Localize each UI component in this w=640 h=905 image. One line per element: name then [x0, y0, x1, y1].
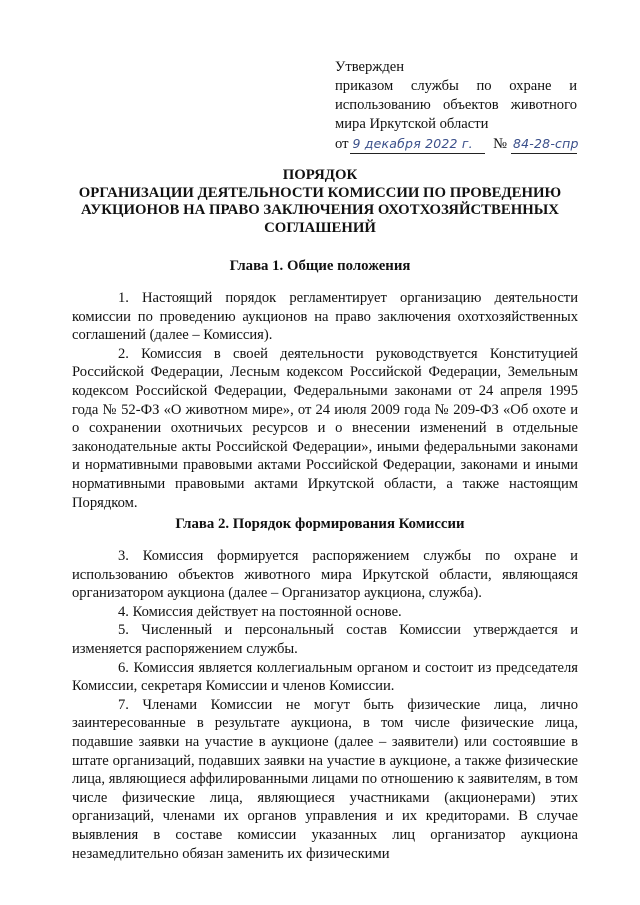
from-label: от — [335, 136, 349, 152]
title-line-2: ОРГАНИЗАЦИИ ДЕЯТЕЛЬНОСТИ КОМИССИИ ПО ПРОВЕДЕНИЮ — [78, 184, 562, 201]
handwritten-number: 84-28-спр — [511, 134, 577, 154]
chapter-2-heading: Глава 2. Порядок формирования Комиссии — [175, 516, 465, 532]
paragraph-1: 1. Настоящий порядок регламентирует организацию деятельности комиссии по проведению аукционов на право заключения охотхозяйственных соглашений (далее – Комиссия). — [72, 290, 578, 344]
document-title — [60, 167, 580, 237]
approval-line-2: приказом службы по охране и — [335, 78, 577, 94]
approval-stamp-block — [335, 58, 577, 154]
approval-line-4: мира Иркутской области — [335, 116, 489, 132]
title-line-3: АУКЦИОНОВ НА ПРАВО ЗАКЛЮЧЕНИЯ ОХОТХОЗЯЙСТВЕННЫХ — [81, 202, 559, 218]
handwritten-date: 9 декабря 2022 г. — [350, 134, 485, 154]
paragraph-3: 3. Комиссия формируется распоряжением службы по охране и использованию объектов животного мира Иркутской области, являющаяся организатором аукциона (далее – Организатор аукциона, служба). — [72, 548, 578, 602]
approval-line-3: использованию объектов животного — [335, 97, 577, 113]
title-line-4: СОГЛАШЕНИЙ — [264, 219, 376, 236]
paragraph-6: 6. Комиссия является коллегиальным органом и состоит из председателя Комиссии, секретаря Комиссии и членов Комиссии. — [72, 659, 578, 695]
paragraph-2: 2. Комиссия в своей деятельности руководствуется Конституцией Российской Федерации, Лесным кодексом Российской Федерации, Земельным кодексом Российской Федерации, Федеральными законами от 24 апреля 1995 года № 52-ФЗ «О животном мире», от 24 июля 2009 года № 209-ФЗ «Об охоте и о сохранении охотничьих ресурсов и о внесении изменений в отдельные законодательные акты Российской Федерации», иными федеральными законами и нормативными правовыми актами Российской Федерации, законами и иными нормативными правовыми актами Иркутской области, а также настоящим Порядком. — [72, 345, 578, 511]
title-line-1: ПОРЯДОК — [282, 167, 358, 183]
number-label: № — [493, 136, 507, 152]
paragraph-7: 7. Членами Комиссии не могут быть физические лица, лично заинтересованные в результате аукциона, в том числе физические лица, подавшие заявки на участие в аукционе (далее – заявители) или состоявшие в штате организаций, подавших заявки на участие в аукционе, а также физические лица, являющиеся аффилированными лицами по отношению к заявителям, в том числе физические лица, являющиеся участниками (акционерами) этих организаций, членами их органов управления и их кредиторами. В случае выявления в составе комиссии указанных лиц организатор аукциона незамедлительно обязан заменить их физическими — [72, 696, 578, 862]
approval-line-1: Утвержден — [335, 59, 405, 75]
chapter-1-body — [72, 289, 578, 512]
paragraph-4: 4. Комиссия действует на постоянной основе. — [118, 603, 402, 620]
chapter-2-body — [72, 547, 578, 863]
chapter-1-heading: Глава 1. Общие положения — [229, 258, 411, 274]
approval-date-line — [335, 134, 577, 154]
paragraph-5: 5. Численный и персональный состав Комиссии утверждается и изменяется распоряжением службы. — [72, 622, 578, 657]
